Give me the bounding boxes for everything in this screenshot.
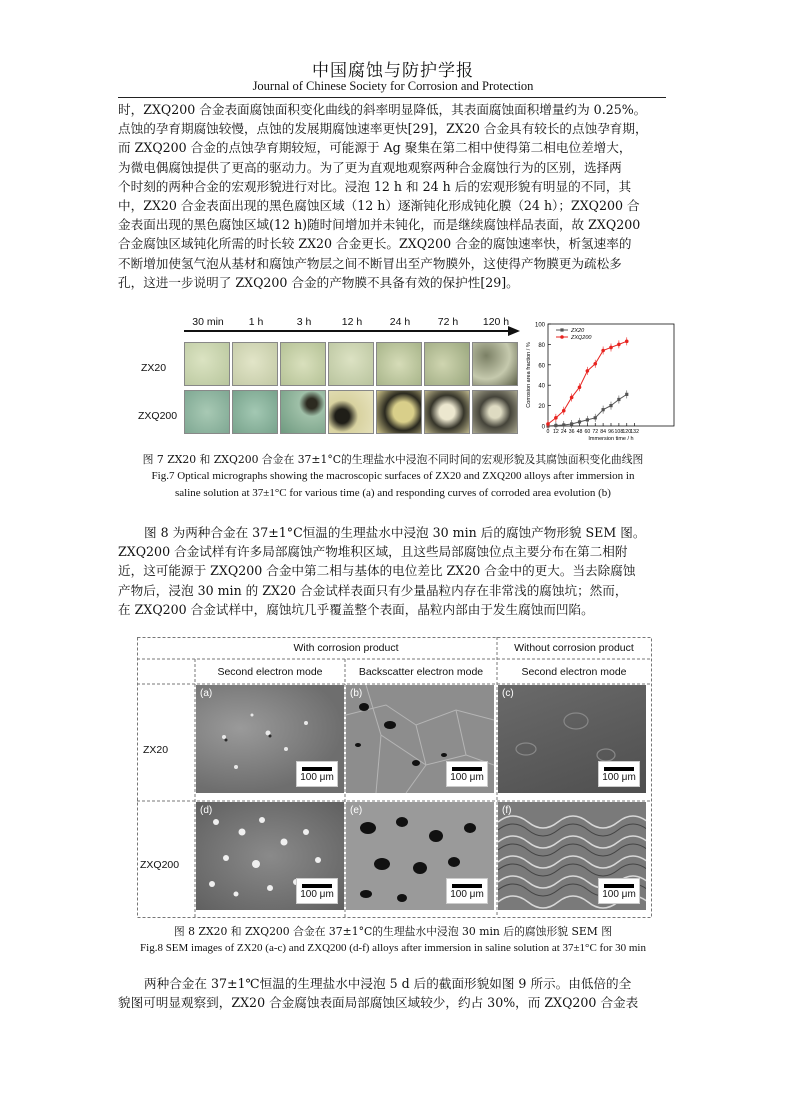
x-tick-label: 0 [546, 429, 550, 435]
x-tick-label: 60 [584, 429, 591, 435]
header-rule [118, 97, 666, 98]
paragraph-1 [118, 100, 666, 292]
scale-bar: 100 μm [296, 878, 338, 904]
data-point [593, 362, 597, 366]
text-line: 两种合金在 37±1℃恒温的生理盐水中浸泡 5 d 后的截面形貌如图 9 所示。由低倍的全 [144, 976, 632, 991]
plot-frame [548, 324, 674, 426]
time-label: 30 min [192, 316, 224, 328]
y-tick-label: 0 [541, 424, 545, 431]
macro-photo-zxq200-24h [376, 390, 422, 434]
y-tick-label: 40 [538, 383, 545, 390]
macro-photo-zx20-30min [184, 342, 230, 386]
panel-label: (e) [350, 805, 363, 816]
panel-label: (b) [350, 688, 363, 699]
data-point [625, 393, 628, 396]
header-se-mode: Second electron mode [217, 666, 323, 678]
macro-photo-zxq200-12h [328, 390, 374, 434]
header-bse-mode: Backscatter electron mode [358, 666, 484, 678]
fig7-caption-cn: 图 7 ZX20 和 ZXQ200 合金在 37±1°C的生理盐水中浸泡不同时间的宏观形貌及其腐蚀面积变化曲线图 [142, 453, 644, 466]
legend-label: ZXQ200 [571, 335, 592, 341]
x-tick-label: 108 [614, 429, 624, 435]
panel-label: (d) [200, 805, 213, 816]
journal-title-cn: 中国腐蚀与防护学报 [312, 61, 474, 81]
data-point [578, 385, 582, 389]
x-tick-label: 72 [592, 429, 599, 435]
time-label: 12 h [341, 316, 363, 328]
text-line: 孔，这进一步说明了 ZXQ200 合金的产物膜不具备有效的保护性[29]。 [118, 274, 519, 290]
macro-photo-zxq200-72h [424, 390, 470, 434]
macro-photo-zx20-1h [232, 342, 278, 386]
y-tick-label: 80 [538, 342, 545, 349]
panel-label: (a) [200, 688, 213, 699]
macro-photo-zx20-24h [376, 342, 422, 386]
data-point [562, 409, 566, 413]
row-label-zx20: ZX20 [141, 362, 167, 374]
journal-title-en: Journal of Chinese Society for Corrosion and Protection [252, 79, 534, 93]
x-tick-label: 132 [630, 429, 639, 435]
fig7-caption-en-2: saline solution at 37±1°C for various time (a) and responding curves of corroded area evolution (b) [175, 487, 611, 499]
data-point [617, 398, 620, 401]
x-tick-label: 120 [622, 429, 632, 435]
text-line: 为微电偶腐蚀提供了更高的驱动力。为了更为直观地观察两种合金腐蚀行为的区别，选择两 [118, 159, 622, 175]
data-point [570, 422, 573, 425]
legend-label: ZX20 [571, 328, 585, 334]
fig8-caption-en: Fig.8 SEM images of ZX20 (a-c) and ZXQ200 (d-f) alloys after immersion in saline solution at 37±1°C for 30 min [140, 942, 646, 954]
macro-photo-zxq200-120h [472, 390, 518, 434]
x-tick-label: 84 [600, 429, 607, 435]
x-tick-label: 12 [552, 429, 559, 435]
text-line: ZXQ200 合金试样有许多局部腐蚀产物堆积区域，且这些局部腐蚀位点主要分布在第二相附 [118, 544, 628, 560]
fig8-caption [100, 923, 686, 957]
text-line: 时，ZXQ200 合金表面腐蚀面积变化曲线的斜率明显降低，其表面腐蚀面积增量约为 0.25%。 [118, 102, 647, 117]
fig8-table [137, 637, 651, 917]
macro-photo-zx20-3h [280, 342, 326, 386]
data-point [554, 424, 557, 427]
macro-photo-zx20-120h [472, 342, 518, 386]
text-line: 金表面出现的黑色腐蚀区域(12 h)随时间增加并未钝化，而是继续腐蚀样品表面，故 ZXQ200 [118, 217, 641, 233]
sem-panel-b [346, 685, 494, 793]
data-point [570, 396, 574, 400]
sem-panel-c [498, 685, 646, 793]
sem-panel-a [196, 685, 344, 793]
macro-photo-zxq200-1h [232, 390, 278, 434]
x-tick-label: 24 [560, 429, 567, 435]
x-axis-label: Immersion time / h [588, 436, 634, 442]
data-point [546, 422, 550, 426]
text-line: 中，ZX20 合金表面出现的黑色腐蚀区域（12 h）逐渐钝化形成钝化膜（24 h）；ZXQ200 合 [118, 198, 640, 214]
text-line: 不断增加使氢气泡从基材和腐蚀产物层之间不断冒出至产物膜外，这使得产物膜更为疏松多 [118, 255, 622, 271]
row-label-zxq200: ZXQ200 [138, 410, 178, 422]
panel-label: (f) [502, 805, 512, 816]
x-tick-label: 48 [576, 429, 583, 435]
header-without-product: Without corrosion product [514, 642, 634, 654]
text-line: 合金腐蚀区域钝化所需的时长较 ZX20 合金更长。ZXQ200 合金的腐蚀速率快，析氢速率的 [118, 236, 632, 252]
header-se-mode-2: Second electron mode [521, 666, 627, 678]
data-point [586, 369, 590, 373]
data-point [601, 349, 605, 353]
data-point [617, 343, 621, 347]
time-label: 72 h [437, 316, 459, 328]
panel-label: (c) [502, 688, 514, 699]
data-point [609, 404, 612, 407]
header-with-product: With corrosion product [293, 642, 399, 654]
fig7-caption [100, 451, 686, 502]
text-line: 貌图可明显观察到，ZX20 合金腐蚀表面局部腐蚀区域较少，约占 30%，而 ZXQ200 合金表 [118, 995, 639, 1011]
time-label: 120 h [482, 316, 510, 328]
text-line: 点蚀的孕育期腐蚀较慢，点蚀的发展期腐蚀速率更快[29]，ZX20 合金具有较长的点蚀孕育期， [118, 121, 648, 137]
text-line: 产物后，浸泡 30 min 的 ZX20 合金试样表面只有少量晶粒内存在非常浅的腐蚀坑；然而， [118, 582, 628, 598]
row-label-zx20: ZX20 [143, 744, 169, 756]
time-label: 24 h [389, 316, 411, 328]
scale-bar: 100 μm [446, 878, 488, 904]
y-axis-label: Corrosion area fraction / % [526, 342, 532, 408]
data-point [609, 346, 613, 350]
time-label: 1 h [248, 316, 264, 328]
time-label: 3 h [296, 316, 312, 328]
data-point [562, 423, 565, 426]
data-point [578, 420, 581, 423]
text-line: 在 ZXQ200 合金试样中，腐蚀坑几乎覆盖整个表面，晶粒内部由于发生腐蚀而凹陷。 [118, 601, 594, 617]
y-tick-label: 100 [534, 322, 545, 329]
x-tick-label: 36 [568, 429, 575, 435]
scale-bar: 100 μm [296, 761, 338, 787]
data-point [625, 340, 629, 344]
scale-bar: 100 μm [446, 761, 488, 787]
y-tick-label: 60 [538, 363, 545, 370]
macro-photo-zx20-72h [424, 342, 470, 386]
macro-photo-zxq200-3h [280, 390, 326, 434]
data-point [602, 408, 605, 411]
scale-bar: 100 μm [598, 878, 640, 904]
corrosion-area-chart [522, 318, 682, 442]
sem-panel-d [196, 802, 344, 910]
paragraph-2 [118, 523, 666, 619]
fig8-caption-cn: 图 8 ZX20 和 ZXQ200 合金在 37±1°C的生理盐水中浸泡 30 min 后的腐蚀形貌 SEM 图 [173, 925, 613, 938]
text-line: 图 8 为两种合金在 37±1°C恒温的生理盐水中浸泡 30 min 后的腐蚀产物形貌 SEM 图。 [144, 525, 646, 540]
data-point [594, 416, 597, 419]
text-line: 近，这可能源于 ZXQ200 合金中第二相与基体的电位差比 ZX20 合金中的更大。当去除腐蚀 [118, 563, 636, 579]
legend-marker [560, 335, 564, 339]
x-tick-label: 96 [608, 429, 614, 435]
macro-photo-zxq200-30min [184, 390, 230, 434]
sem-panel-e [346, 802, 494, 910]
text-line: 个时刻的两种合金的宏观形貌进行对比。浸泡 12 h 和 24 h 后的宏观形貌有明显的不同，其 [118, 178, 632, 194]
row-label-zxq200: ZXQ200 [140, 859, 180, 871]
scale-bar: 100 μm [598, 761, 640, 787]
paragraph-3 [118, 974, 666, 1012]
y-tick-label: 20 [538, 404, 545, 411]
series-line-zxq200 [548, 341, 627, 424]
text-line: 而 ZXQ200 合金的点蚀孕育期较短，可能源于 Ag 聚集在第二相中使得第二相电位差增大， [118, 140, 632, 156]
legend-marker [560, 328, 563, 331]
data-point [554, 416, 558, 420]
macro-photo-zx20-12h [328, 342, 374, 386]
sem-panel-f [498, 802, 646, 910]
data-point [586, 418, 589, 421]
fig7-caption-en-1: Fig.7 Optical micrographs showing the macroscopic surfaces of ZX20 and ZXQ200 alloys after immersion in [151, 470, 635, 482]
